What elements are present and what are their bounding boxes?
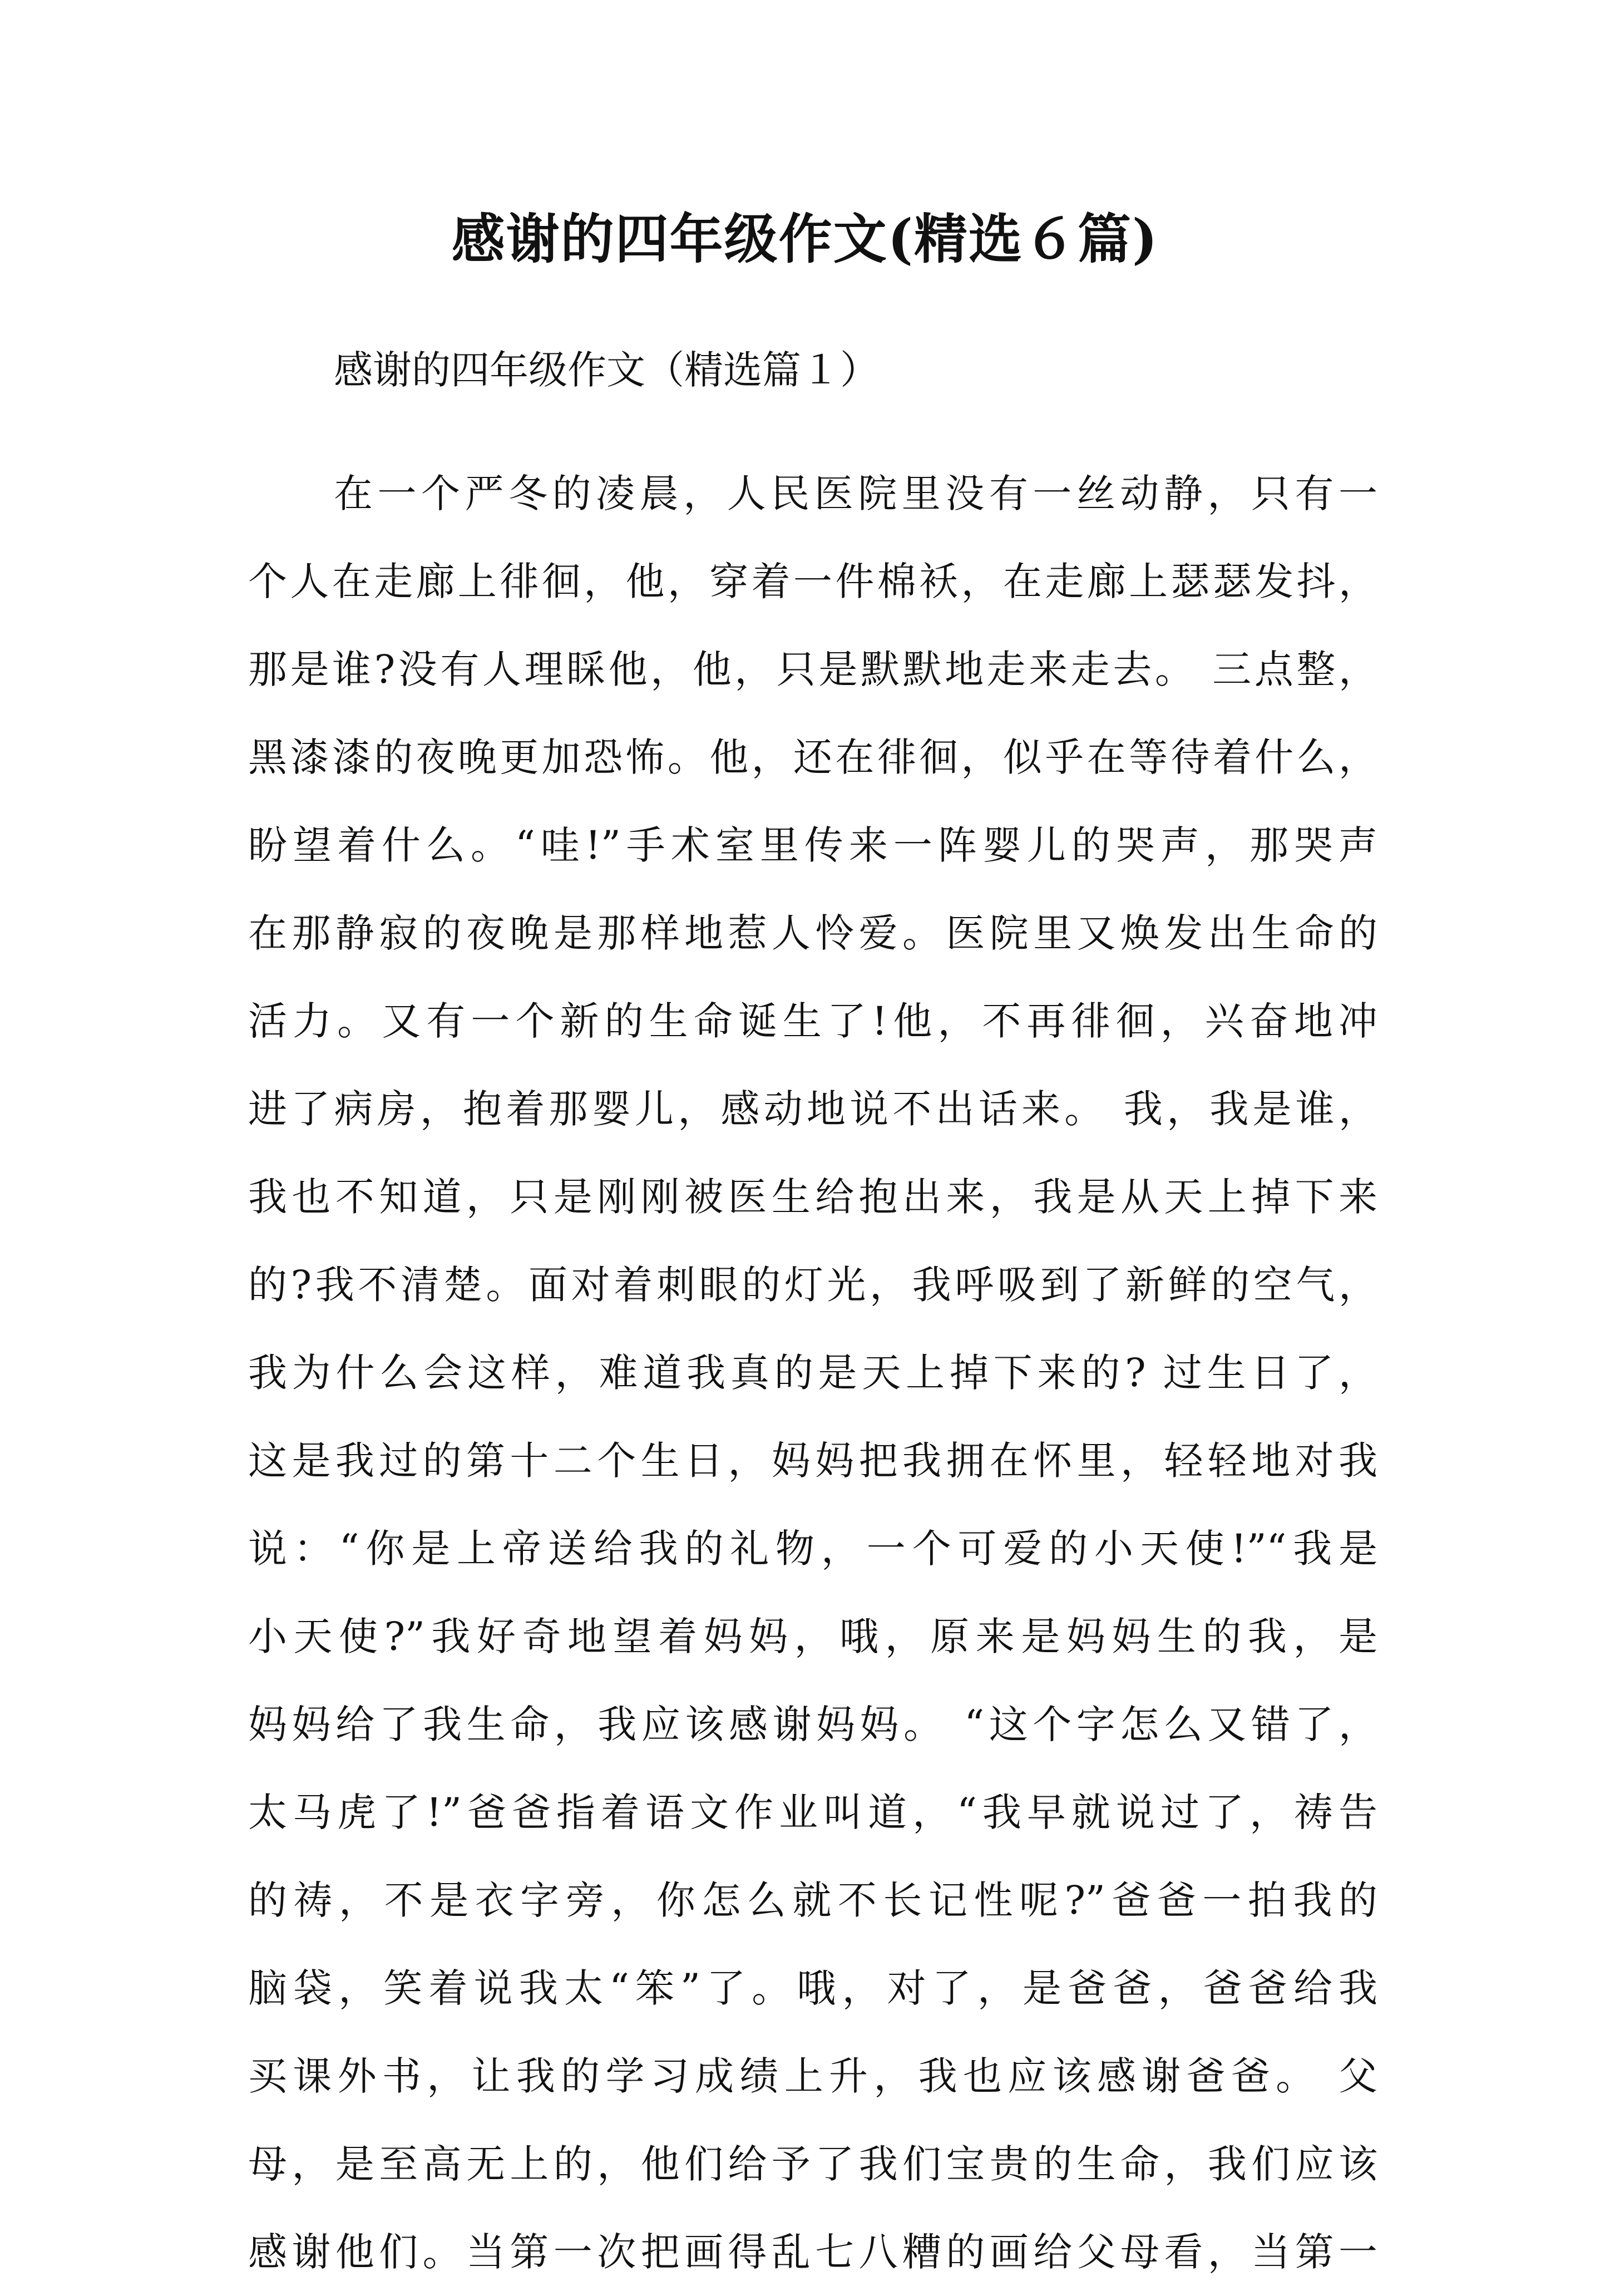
text-line: 说：“你是上帝送给我的礼物，一个可爱的小天使!”“我是: [248, 1526, 1377, 1571]
text-line: 我为什么会这样，难道我真的是天上掉下来的? 过生日了，: [248, 1350, 1377, 1396]
text-line: 这是我过的第十二个生日，妈妈把我拥在怀里，轻轻地对我: [248, 1438, 1377, 1484]
text-line: 在一个严冬的凌晨，人民医院里没有一丝动静，只有一: [334, 471, 1377, 516]
document-title: 感谢的四年级作文(精选６篇): [451, 208, 1159, 270]
text-line: 的?我不清楚。面对着刺眼的灯光，我呼吸到了新鲜的空气，: [248, 1262, 1377, 1308]
text-line: 那是谁?没有人理睬他，他，只是默默地走来走去。 三点整，: [248, 647, 1377, 692]
text-line: 的祷，不是衣字旁，你怎么就不长记性呢?”爸爸一拍我的: [248, 1878, 1377, 1923]
text-line: 妈妈给了我生命，我应该感谢妈妈。 “这个字怎么又错了，: [248, 1702, 1377, 1747]
section-heading: 感谢的四年级作文（精选篇１）: [334, 347, 879, 393]
body-text: [248, 450, 1377, 2296]
text-line: 感谢他们。当第一次把画得乱七八糟的画给父母看，当第一: [248, 2229, 1377, 2275]
text-line: 小天使?”我好奇地望着妈妈，哦，原来是妈妈生的我，是: [248, 1614, 1377, 1659]
text-line: 活力。又有一个新的生命诞生了!他，不再徘徊，兴奋地冲: [248, 998, 1377, 1044]
text-line: 太马虎了!”爸爸指着语文作业叫道，“我早就说过了，祷告: [248, 1790, 1377, 1835]
text-line: 进了病房，抱着那婴儿，感动地说不出话来。 我，我是谁，: [248, 1086, 1377, 1132]
text-line: 买课外书，让我的学习成绩上升，我也应该感谢爸爸。 父: [248, 2053, 1377, 2099]
text-line: 个人在走廊上徘徊，他，穿着一件棉袄，在走廊上瑟瑟发抖，: [248, 559, 1377, 604]
text-line: 在那静寂的夜晚是那样地惹人怜爱。医院里又焕发出生命的: [248, 910, 1377, 956]
text-line: 母，是至高无上的，他们给予了我们宝贵的生命，我们应该: [248, 2141, 1377, 2187]
text-line: 我也不知道，只是刚刚被医生给抱出来，我是从天上掉下来: [248, 1174, 1377, 1220]
text-line: 盼望着什么。“哇!”手术室里传来一阵婴儿的哭声，那哭声: [248, 822, 1377, 868]
text-line: 脑袋，笑着说我太“笨”了。哦，对了，是爸爸，爸爸给我: [248, 1965, 1377, 2011]
text-line: 黑漆漆的夜晚更加恐怖。他，还在徘徊，似乎在等待着什么，: [248, 735, 1377, 780]
